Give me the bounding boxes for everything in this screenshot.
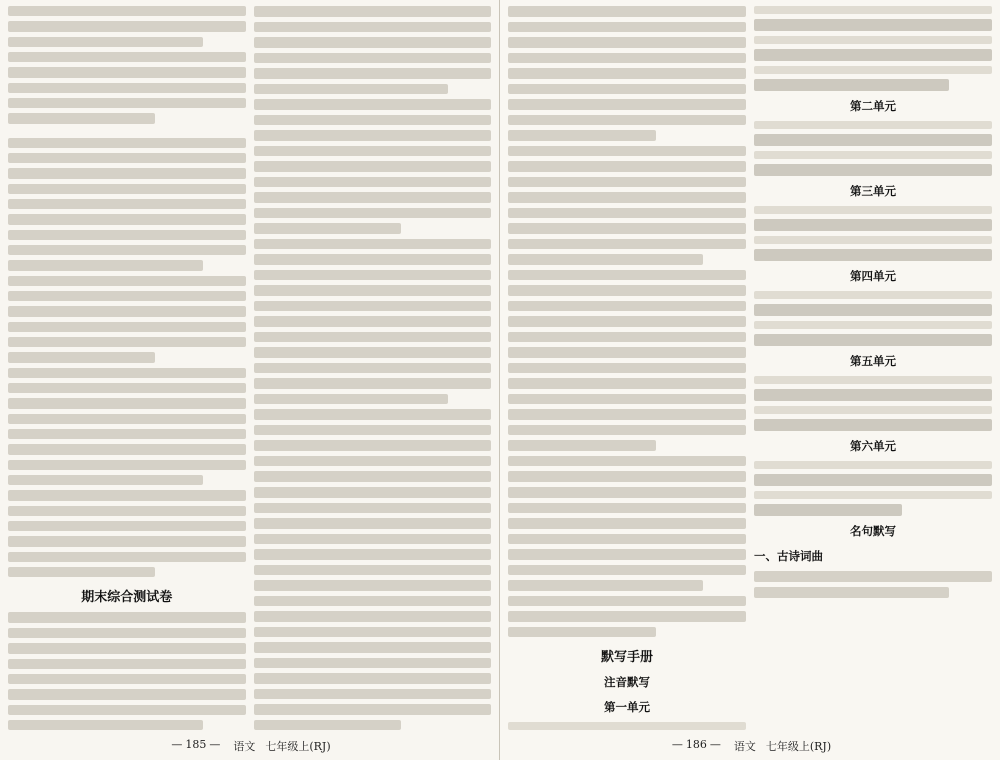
footer-subject: 语文 — [733, 740, 756, 753]
unit-heading-2: 第二单元 — [850, 99, 896, 113]
unit-heading-6: 第六单元 — [850, 439, 896, 453]
left-page-footer — [0, 738, 499, 754]
manual-title: 默写手册 — [600, 650, 653, 666]
page-number: — 185 — — [168, 738, 223, 754]
left-page-column-1 — [8, 6, 246, 730]
unit-heading-4: 第四单元 — [850, 269, 896, 283]
pinyin-section-title: 注音默写 — [604, 675, 650, 690]
recitation-title: 名句默写 — [850, 524, 896, 538]
page-number: — 186 — — [669, 738, 724, 754]
footer-grade: 七年级上(RJ) — [765, 740, 832, 753]
final-test-heading: 期末综合测试卷 — [81, 590, 173, 606]
unit-heading-1: 第一单元 — [604, 700, 650, 715]
right-page-footer — [500, 738, 1000, 754]
footer-grade: 七年级上(RJ) — [265, 740, 331, 753]
right-page — [500, 0, 1000, 760]
left-page-column-2 — [254, 6, 492, 730]
footer-subject: 语文 — [233, 740, 256, 753]
unit-heading-3: 第三单元 — [850, 184, 896, 198]
right-page-column-2 — [754, 6, 992, 730]
unit-heading-5: 第五单元 — [850, 354, 896, 368]
recitation-subtitle: 一、古诗词曲 — [754, 549, 823, 563]
right-page-column-1 — [508, 6, 746, 730]
